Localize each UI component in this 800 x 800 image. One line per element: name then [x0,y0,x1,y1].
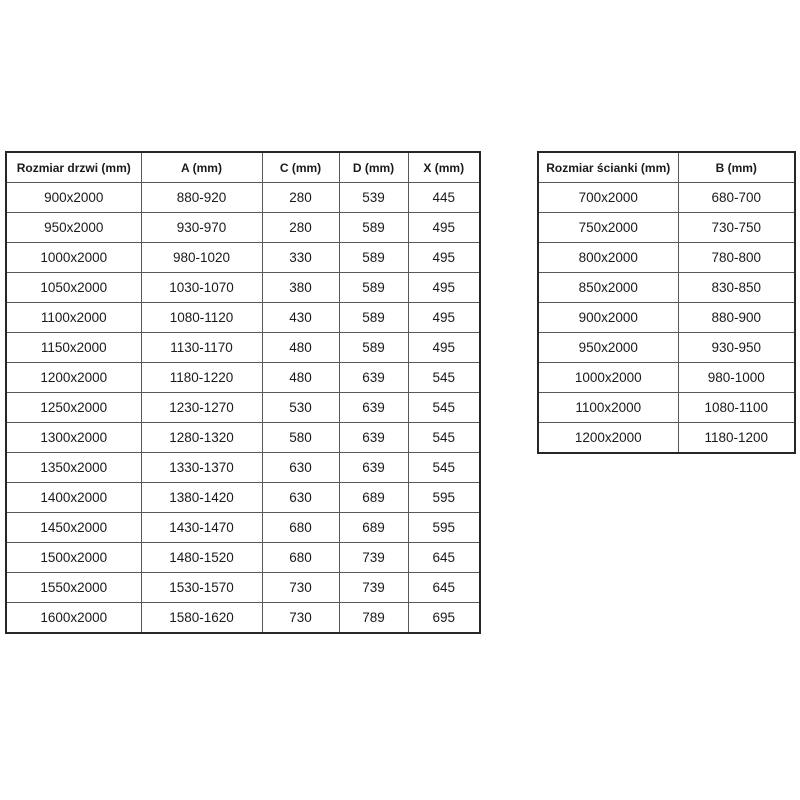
table-cell: 780-800 [678,243,795,273]
table-cell: 545 [408,423,480,453]
table-cell: 1050x2000 [6,273,141,303]
table-cell: 880-900 [678,303,795,333]
table-cell: 730-750 [678,213,795,243]
table-cell: 580 [262,423,339,453]
table-cell: 1430-1470 [141,513,262,543]
table-cell: 645 [408,573,480,603]
table-cell: 1180-1200 [678,423,795,454]
table-cell: 930-950 [678,333,795,363]
table-cell: 1250x2000 [6,393,141,423]
table-cell: 380 [262,273,339,303]
table-cell: 1100x2000 [538,393,678,423]
doors-table-body [6,183,480,634]
table-cell: 1080-1120 [141,303,262,333]
table-row [6,513,480,543]
table-row [6,453,480,483]
table-cell: 1080-1100 [678,393,795,423]
table-cell: 750x2000 [538,213,678,243]
doors-header-row [6,152,480,183]
wall-table-body [538,183,795,454]
table-row [6,303,480,333]
table-cell: 545 [408,363,480,393]
table-row [538,363,795,393]
table-row [6,423,480,453]
table-cell: 850x2000 [538,273,678,303]
table-cell: 589 [339,213,408,243]
table-cell: 800x2000 [538,243,678,273]
table-cell: 630 [262,483,339,513]
table-cell: 539 [339,183,408,213]
table-row [6,243,480,273]
table-cell: 280 [262,183,339,213]
table-cell: 680 [262,543,339,573]
table-cell: 695 [408,603,480,634]
table-cell: 630 [262,453,339,483]
table-cell: 639 [339,363,408,393]
table-row [538,393,795,423]
table-cell: 930-970 [141,213,262,243]
door-sizes-column-header-1: A (mm) [141,152,262,183]
table-cell: 1300x2000 [6,423,141,453]
door-sizes-column-header-2: C (mm) [262,152,339,183]
table-cell: 980-1020 [141,243,262,273]
table-cell: 545 [408,453,480,483]
table-cell: 430 [262,303,339,333]
table-cell: 645 [408,543,480,573]
table-cell: 495 [408,273,480,303]
table-cell: 880-920 [141,183,262,213]
table-row [6,333,480,363]
table-cell: 280 [262,213,339,243]
table-cell: 1280-1320 [141,423,262,453]
table-cell: 1500x2000 [6,543,141,573]
table-row [6,363,480,393]
table-cell: 1150x2000 [6,333,141,363]
table-cell: 639 [339,453,408,483]
table-cell: 595 [408,513,480,543]
table-row [6,213,480,243]
table-cell: 495 [408,303,480,333]
table-cell: 530 [262,393,339,423]
door-sizes-column-header-3: D (mm) [339,152,408,183]
table-cell: 950x2000 [538,333,678,363]
table-row [538,243,795,273]
table-cell: 1480-1520 [141,543,262,573]
table-row [6,393,480,423]
table-cell: 1030-1070 [141,273,262,303]
table-cell: 1550x2000 [6,573,141,603]
table-cell: 680 [262,513,339,543]
table-row [538,213,795,243]
table-cell: 480 [262,363,339,393]
table-cell: 1200x2000 [538,423,678,454]
table-cell: 1200x2000 [6,363,141,393]
table-cell: 1130-1170 [141,333,262,363]
table-cell: 1330-1370 [141,453,262,483]
wall-sizes-column-header-1: B (mm) [678,152,795,183]
table-cell: 789 [339,603,408,634]
table-row [6,603,480,634]
table-cell: 1180-1220 [141,363,262,393]
table-cell: 330 [262,243,339,273]
table-row [538,423,795,454]
wall-spec-table [537,151,796,454]
table-cell: 739 [339,573,408,603]
table-row [538,183,795,213]
table-cell: 1450x2000 [6,513,141,543]
table-cell: 1000x2000 [538,363,678,393]
wall-header-row [538,152,795,183]
door-sizes-column-header-0: Rozmiar drzwi (mm) [6,152,141,183]
table-cell: 1600x2000 [6,603,141,634]
table-cell: 595 [408,483,480,513]
table-row [538,273,795,303]
table-cell: 639 [339,423,408,453]
table-cell: 1000x2000 [6,243,141,273]
table-cell: 1100x2000 [6,303,141,333]
table-cell: 1530-1570 [141,573,262,603]
table-cell: 495 [408,213,480,243]
wall-sizes-column-header-0: Rozmiar ścianki (mm) [538,152,678,183]
table-row [6,273,480,303]
table-cell: 589 [339,303,408,333]
table-cell: 589 [339,273,408,303]
table-row [6,573,480,603]
table-row [538,303,795,333]
table-cell: 545 [408,393,480,423]
table-row [6,483,480,513]
door-sizes-column-header-4: X (mm) [408,152,480,183]
table-cell: 445 [408,183,480,213]
table-cell: 900x2000 [538,303,678,333]
table-cell: 495 [408,243,480,273]
table-cell: 589 [339,243,408,273]
table-cell: 1350x2000 [6,453,141,483]
table-cell: 1380-1420 [141,483,262,513]
table-cell: 1580-1620 [141,603,262,634]
table-cell: 730 [262,603,339,634]
table-cell: 730 [262,573,339,603]
table-cell: 830-850 [678,273,795,303]
table-row [6,543,480,573]
table-cell: 980-1000 [678,363,795,393]
table-cell: 639 [339,393,408,423]
table-cell: 1400x2000 [6,483,141,513]
table-cell: 689 [339,483,408,513]
table-cell: 495 [408,333,480,363]
table-cell: 900x2000 [6,183,141,213]
table-cell: 589 [339,333,408,363]
table-row [6,183,480,213]
table-cell: 480 [262,333,339,363]
table-cell: 1230-1270 [141,393,262,423]
table-row [538,333,795,363]
table-cell: 689 [339,513,408,543]
table-cell: 700x2000 [538,183,678,213]
table-cell: 739 [339,543,408,573]
table-cell: 680-700 [678,183,795,213]
table-cell: 950x2000 [6,213,141,243]
doors-spec-table [5,151,481,634]
